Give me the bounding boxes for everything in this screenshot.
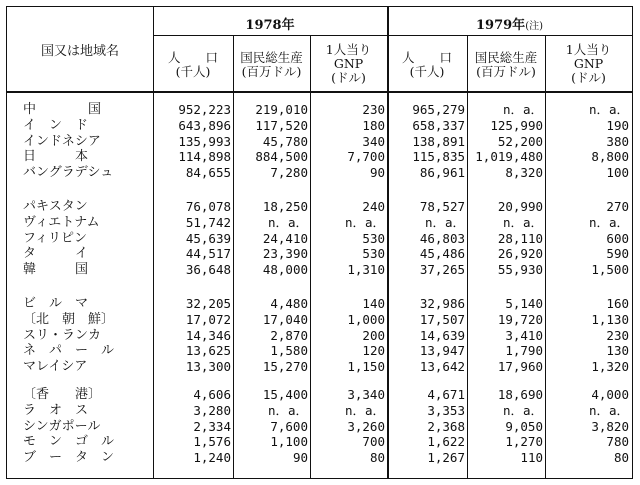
gnp-1978-label-bottom: (百万ドル) (241, 64, 302, 79)
cell-p78: 952,223 (178, 102, 231, 117)
cell-p79: 115,835 (412, 149, 465, 165)
country-name: モ ン ゴ ル (23, 434, 115, 450)
country-name: シンガポール (23, 418, 101, 434)
country-name: ネ パ ー ル (23, 343, 115, 359)
cell-p78: 3,280 (193, 402, 231, 418)
cell-g79: 1,270 (505, 434, 543, 450)
cell-p79: 86,961 (419, 165, 465, 181)
cell-c78: 80 (369, 450, 385, 466)
cell-g79: n．a． (502, 214, 543, 230)
cell-p79: 965,279 (412, 102, 465, 117)
cell-g78: 15,400 (262, 387, 308, 402)
cell-c78: 140 (362, 296, 385, 311)
cell-g79: 5,140 (505, 296, 543, 311)
per-1978-label-1: 1人当り (325, 42, 372, 57)
cell-c78: n．a． (344, 402, 385, 418)
cell-g78: 219,010 (255, 102, 308, 117)
cell-p79: 32,986 (419, 296, 465, 311)
cell-p78: 51,742 (185, 214, 231, 230)
country-name: 韓 国 (23, 262, 89, 278)
cell-c79: n．a． (588, 214, 629, 230)
pop-1978-label-top: 人 口 (167, 50, 218, 65)
cell-p78: 76,078 (185, 199, 231, 214)
cell-g79: 52,200 (497, 133, 543, 149)
cell-c79: 160 (606, 296, 629, 311)
cell-p79: 658,337 (412, 117, 465, 133)
cell-g78: 90 (292, 450, 308, 466)
cell-g78: 18,250 (262, 199, 308, 214)
cell-g79: 9,050 (505, 418, 543, 434)
cell-g78: 117,520 (255, 117, 308, 133)
cell-g78: 24,410 (262, 230, 308, 246)
cell-p79: 78,527 (419, 199, 465, 214)
cell-p78: 2,334 (193, 418, 231, 434)
cell-c79: n．a． (588, 402, 629, 418)
cell-p79: 13,947 (419, 343, 465, 359)
cell-c79: n．a． (588, 102, 629, 117)
per-1978-header (310, 43, 387, 85)
cell-g78: 1,100 (270, 434, 308, 450)
cell-g78: 45,780 (262, 133, 308, 149)
cell-g78: 1,580 (270, 343, 308, 359)
cell-p78: 4,606 (193, 387, 231, 402)
cell-g79: n．a． (502, 402, 543, 418)
statistics-table (6, 6, 633, 479)
cell-p78: 114,898 (178, 149, 231, 165)
cell-g79: 110 (520, 450, 543, 466)
cell-p79: 138,891 (412, 133, 465, 149)
cell-g79: 17,960 (497, 359, 543, 375)
cell-p79: 3,353 (427, 402, 465, 418)
cell-g78: 23,390 (262, 246, 308, 262)
country-name: ビ ル マ (23, 296, 89, 311)
country-name: タ イ (23, 246, 89, 262)
cell-g78: 15,270 (262, 359, 308, 375)
country-name: 中 国 (23, 102, 102, 117)
cell-p78: 13,625 (185, 343, 231, 359)
divider-year-row (153, 35, 632, 36)
cell-c79: 1,130 (591, 311, 629, 327)
cell-c79: 3,820 (591, 418, 629, 434)
per-1979-label-2: GNP (573, 56, 604, 71)
cell-g78: n．a． (267, 402, 308, 418)
cell-p78: 17,072 (185, 311, 231, 327)
gnp-1978-header (233, 51, 310, 79)
cell-g78: 7,600 (270, 418, 308, 434)
per-1979-label-3: (ドル) (571, 70, 606, 85)
cell-g78: 17,040 (262, 311, 308, 327)
cell-c79: 8,800 (591, 149, 629, 165)
cell-p78: 84,655 (185, 165, 231, 181)
cell-g79: 8,320 (505, 165, 543, 181)
cell-c78: 90 (369, 165, 385, 181)
cell-p78: 135,993 (178, 133, 231, 149)
cell-p79: 14,639 (419, 327, 465, 343)
cell-c79: 780 (606, 434, 629, 450)
pop-1979-header (387, 51, 467, 79)
cell-p79: 45,486 (419, 246, 465, 262)
country-name: ラ オ ス (23, 402, 89, 418)
country-name: パキスタン (23, 199, 88, 214)
cell-g78: 48,000 (262, 262, 308, 278)
cell-c78: 1,310 (347, 262, 385, 278)
cell-p79: 4,671 (427, 387, 465, 402)
year-1979-header (387, 14, 632, 33)
cell-p78: 1,240 (193, 450, 231, 466)
cell-p79: 17,507 (419, 311, 465, 327)
cell-c78: 1,150 (347, 359, 385, 375)
cell-g78: 7,280 (270, 165, 308, 181)
cell-p78: 1,576 (193, 434, 231, 450)
cell-c78: 3,260 (347, 418, 385, 434)
cell-c79: 130 (606, 343, 629, 359)
cell-g78: 2,870 (270, 327, 308, 343)
cell-g79: 1,019,480 (475, 149, 543, 165)
cell-p78: 14,346 (185, 327, 231, 343)
per-1979-header (545, 43, 632, 85)
cell-c79: 270 (606, 199, 629, 214)
per-1978-label-2: GNP (333, 56, 364, 71)
cell-g78: 884,500 (255, 149, 308, 165)
country-column-header: 国又は地域名 (40, 43, 119, 59)
pop-1978-header (153, 51, 233, 79)
country-name: ブ ー タ ン (23, 450, 115, 466)
cell-g79: n．a． (502, 102, 543, 117)
gnp-1978-label-top: 国民総生産 (240, 50, 303, 65)
country-name: ヴィエトナム (23, 214, 100, 230)
cell-c78: 3,340 (347, 387, 385, 402)
cell-c78: 180 (362, 117, 385, 133)
cell-p79: 2,368 (427, 418, 465, 434)
cell-c78: 230 (362, 102, 385, 117)
cell-c79: 190 (606, 117, 629, 133)
country-name: マレイシア (23, 359, 88, 375)
cell-c79: 4,000 (591, 387, 629, 402)
cell-c78: 7,700 (347, 149, 385, 165)
country-name: スリ・ランカ (23, 327, 102, 343)
cell-p79: 13,642 (419, 359, 465, 375)
cell-g79: 1,790 (505, 343, 543, 359)
year-1979-label: 1979年 (476, 18, 526, 33)
cell-g79: 18,690 (497, 387, 543, 402)
country-name: 日 本 (23, 149, 89, 165)
cell-c78: 1,000 (347, 311, 385, 327)
cell-c79: 380 (606, 133, 629, 149)
cell-c78: 120 (362, 343, 385, 359)
divider-header-bottom (7, 91, 632, 93)
cell-p79: 1,622 (427, 434, 465, 450)
country-name: イ ン ド (23, 117, 89, 133)
year-1979-note: (注) (525, 21, 543, 32)
per-1978-label-3: (ドル) (331, 70, 366, 85)
cell-c78: 530 (362, 230, 385, 246)
cell-p79: 37,265 (419, 262, 465, 278)
cell-p78: 44,517 (185, 246, 231, 262)
cell-g79: 125,990 (490, 117, 543, 133)
cell-c79: 100 (606, 165, 629, 181)
cell-p78: 13,300 (185, 359, 231, 375)
divider-79-gnp-per (545, 35, 546, 478)
country-name: 〔香 港〕 (23, 387, 102, 402)
cell-c79: 590 (606, 246, 629, 262)
pop-1979-label-top: 人 口 (401, 50, 452, 65)
cell-c79: 80 (613, 450, 629, 466)
cell-c78: n．a． (344, 214, 385, 230)
gnp-1979-label-bottom: (百万ドル) (476, 64, 536, 79)
country-name: フィリピン (23, 230, 87, 246)
cell-g79: 55,930 (497, 262, 543, 278)
cell-g78: n．a． (267, 214, 308, 230)
cell-p78: 36,648 (185, 262, 231, 278)
cell-p79: n．a． (424, 214, 465, 230)
country-name: バングラデシュ (23, 165, 114, 181)
cell-p78: 45,639 (185, 230, 231, 246)
country-name: 〔北 朝 鮮〕 (23, 311, 115, 327)
cell-p79: 46,803 (419, 230, 465, 246)
cell-c78: 700 (362, 434, 385, 450)
gnp-1979-label-top: 国民総生産 (474, 50, 538, 65)
cell-c79: 1,320 (591, 359, 629, 375)
cell-g79: 20,990 (497, 199, 543, 214)
per-1979-label-1: 1人当り (565, 42, 612, 57)
pop-1978-label-bottom: (千人) (175, 64, 211, 79)
country-name: インドネシア (23, 133, 101, 149)
cell-c78: 340 (362, 133, 385, 149)
cell-g79: 28,110 (497, 230, 543, 246)
cell-p78: 32,205 (185, 296, 231, 311)
cell-c78: 530 (362, 246, 385, 262)
year-1978-header: 1978年 (245, 18, 295, 33)
cell-p78: 643,896 (178, 117, 231, 133)
cell-c78: 200 (362, 327, 385, 343)
cell-p79: 1,267 (427, 450, 465, 466)
cell-c79: 230 (606, 327, 629, 343)
gnp-1979-header (467, 51, 545, 79)
cell-c79: 600 (606, 230, 629, 246)
pop-1979-label-bottom: (千人) (409, 64, 445, 79)
cell-c79: 1,500 (591, 262, 629, 278)
cell-c78: 240 (362, 199, 385, 214)
cell-g79: 26,920 (497, 246, 543, 262)
cell-g79: 3,410 (505, 327, 543, 343)
cell-g78: 4,480 (270, 296, 308, 311)
cell-g79: 19,720 (497, 311, 543, 327)
